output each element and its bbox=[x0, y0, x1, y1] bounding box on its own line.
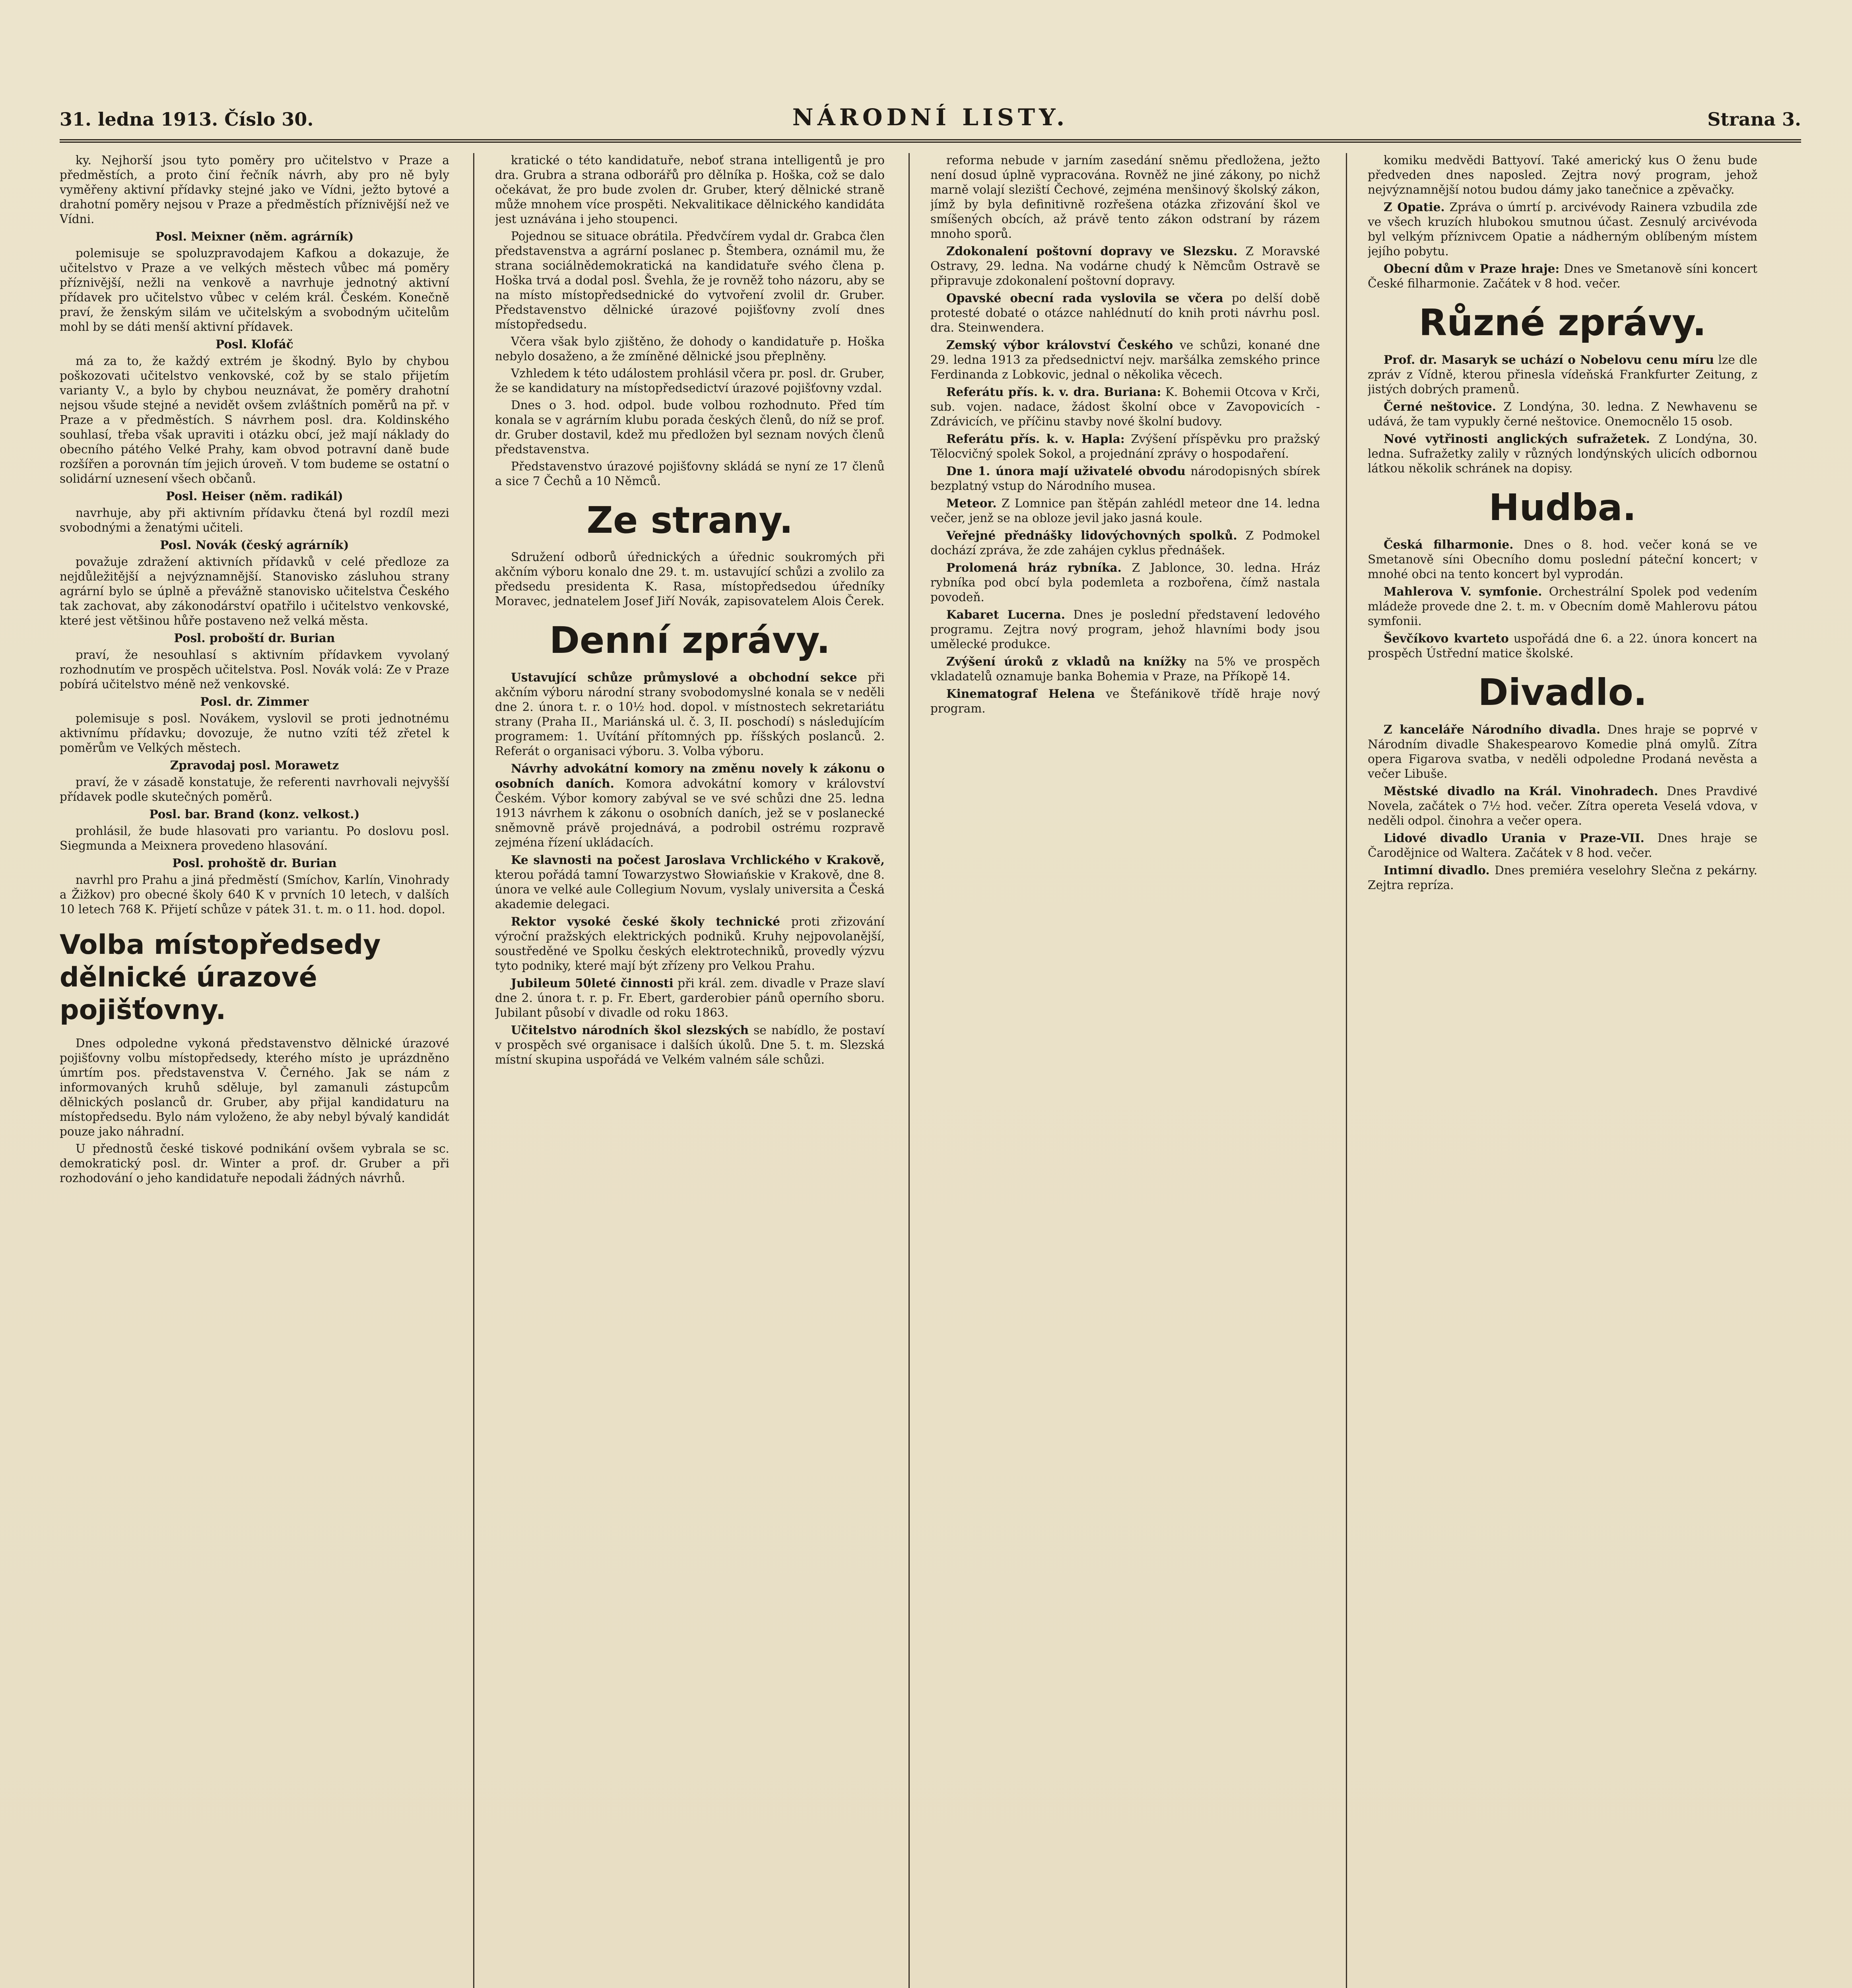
news-lead: Intimní divadlo. bbox=[1384, 863, 1490, 877]
paragraph: navrhl pro Prahu a jiná předměstí (Smíchov, Karlín, Vinohrady a Žižkov) pro obecné školy 640 K v prvních 10 letech, v dalších 10 letech 768 K. Přijetí schůze v pátek 31. t. m. o 11. hod. dopol. bbox=[60, 873, 449, 916]
speaker-heading: Posl. Heiser (něm. radikál) bbox=[166, 489, 343, 503]
speaker-heading: Posl. bar. Brand (konz. velkost.) bbox=[149, 807, 360, 821]
paragraph: Z Londýna, 30. ledna. Sufražetky zalily v různých londýnských ulicích odbornou látkou několik schránek na dopisy. bbox=[1368, 432, 1757, 475]
paragraph: Představenstvo úrazové pojišťovny skládá se nyní ze 17 členů a sice 7 Čechů a 10 Němců. bbox=[495, 460, 885, 488]
news-lead: Učitelstvo národních škol slezských bbox=[511, 1023, 749, 1037]
paragraph: polemisuje se spoluzpravodajem Kafkou a dokazuje, že učitelstvo v Praze a ve velkých městech vůbec má poměry příznivější, nežli na venkově a navrhuje jednotný aktivní přídavek pro učitelstvo vůbec v celém král. Českém. Konečně praví, že ženským silám ve učitelským a svobodným učitelům mohl by se dáti menší aktivní přídavek. bbox=[60, 247, 449, 334]
section-headline: Divadlo. bbox=[1478, 671, 1647, 714]
paragraph: Zvýšení příspěvku pro pražský Tělocvičný spolek Sokol, a projednání zprávy o hospodaření. bbox=[930, 432, 1320, 460]
news-lead: Veřejné přednášky lidovýchovných spolků. bbox=[946, 528, 1237, 542]
paragraph: Dnes Pravdivé Novela, začátek o 7½ hod. večer. Zítra opereta Veselá vdova, v neděli odpol. činohra a večer opera. bbox=[1368, 784, 1757, 827]
news-lead: Lidové divadlo Urania v Praze-VII. bbox=[1384, 831, 1644, 845]
news-lead: Prof. dr. Masaryk se uchází o Nobelovu cenu míru bbox=[1384, 353, 1714, 367]
speaker-heading: Posl. Novák (český agrárník) bbox=[160, 538, 349, 552]
speaker-heading: Posl. dr. Zimmer bbox=[200, 695, 309, 709]
column-4 bbox=[1368, 153, 1757, 1988]
news-lead: Referátu přís. k. v. dra. Buriana: bbox=[946, 385, 1161, 399]
speaker-heading: Posl. proboští dr. Burian bbox=[174, 631, 335, 645]
column-1 bbox=[60, 153, 449, 1988]
paragraph: na 5% ve prospěch vkladatelů oznamuje banka Bohemia v Praze, na Příkopě 14. bbox=[930, 655, 1320, 683]
paragraph: kratické o této kandidatuře, neboť strana intelligentů je pro dra. Grubra a strana odborářů pro dělníka p. Hoška, což se dalo očekávat, že pro bude zvolen dr. Gruber, který dělnické straně může mnohem více prospěti. Nekvalitikace dělnického kandidáta jest uznávána i jeho stoupenci. bbox=[495, 153, 885, 226]
paragraph: při král. zem. divadle v Praze slaví dne 2. února t. r. p. Fr. Ebert, garderobier pánů operního sboru. Jubilant působí v divadle od roku 1863. bbox=[495, 977, 885, 1019]
news-lead: Z Opatie. bbox=[1384, 200, 1445, 214]
paragraph: Sdružení odborů úřednických a úřednic soukromých při akčním výboru konalo dne 29. t. m. ustavující schůzi a zvolilo za předsedu presidenta K. Rasa, místopředsedou úředníky Moravec, jednatelem Josef Jiří Novák, zapisovatelem Alois Čerek. bbox=[495, 550, 885, 608]
news-lead: Prolomená hráz rybníka. bbox=[946, 561, 1122, 575]
news-lead: Mahlerova V. symfonie. bbox=[1384, 584, 1542, 598]
section-headline: Různé zprávy. bbox=[1419, 301, 1706, 344]
paragraph: praví, že v zásadě konstatuje, že referenti navrhovali nejvyšší přídavek podle skutečných poměrů. bbox=[60, 775, 449, 804]
paragraph: Dnes hraje se poprvé v Národním divadle Shakespearovo Komedie plná omylů. Zítra opera Figarova svatba, v neděli odpoledne Prodaná nevěsta a večer Libuše. bbox=[1368, 723, 1757, 780]
paragraph: při akčním výboru národní strany svobodomyslné konala se v neděli dne 2. února t. r. o 10½ hod. dopol. v místnostech sekretariátu strany (Praha II., Mariánská ul. č. 3, II. poschodí) s následujícím programem: 1. Uvítání přítomných pp. říšských poslanců. 2. Referát o organisaci výboru. 3. Volba výboru. bbox=[495, 671, 885, 758]
speaker-heading: Posl. Klofáč bbox=[215, 337, 293, 351]
column-2 bbox=[495, 153, 885, 1988]
paragraph: Z Moravské Ostravy, 29. ledna. Na vodárne chudý k Němcům Ostravě se připravuje zdokonalení poštovní dopravy. bbox=[930, 245, 1320, 287]
news-lead: Městské divadlo na Král. Vinohradech. bbox=[1384, 784, 1658, 798]
paragraph: Dnes odpoledne vykoná představenstvo dělnické úrazové pojišťovny volbu místopředsedy, kterého místo je uprázdněno úmrtím pos. představenstva V. Černého. Jak se nám z informovaných kruhů sděluje, byl zamanuli zástupcům dělnických poslanců dr. Gruber, aby přijal kandidaturu na místopředsedu. Bylo nám vyloženo, že aby nebyl bývalý kandidát pouze jako náhradní. bbox=[60, 1037, 449, 1138]
paragraph: národopisných sbírek bezplatný vstup do Národního musea. bbox=[930, 464, 1320, 493]
paragraph: Z Podmokel dochází zpráva, že zde zahájen cyklus přednášek. bbox=[930, 529, 1320, 557]
paragraph: Dnes o 8. hod. večer koná se ve Smetanově síni Obecního domu poslední páteční koncert; v mnohé obci na tento koncert byl vyprodán. bbox=[1368, 538, 1757, 581]
paragraph: Dnes hraje se Čarodějnice od Waltera. Začátek v 8 hod. večer. bbox=[1368, 831, 1757, 860]
news-lead: Zemský výbor království Českého bbox=[946, 338, 1173, 352]
paragraph: U přednostů české tiskové podnikání ovšem vybrala se sc. demokratický posl. dr. Winter a prof. dr. Gruber a při rozhodování o jeho kandidatuře nepodali žádných návrhů. bbox=[60, 1142, 449, 1185]
news-lead: Nové vytřinosti anglických sufražetek. bbox=[1384, 432, 1650, 446]
news-lead: Kinematograf Helena bbox=[946, 687, 1095, 701]
paragraph: prohlásil, že bude hlasovati pro variantu. Po doslovu posl. Siegmunda a Meixnera provedeno hlasování. bbox=[60, 824, 449, 852]
news-lead: Česká filharmonie. bbox=[1384, 538, 1514, 551]
news-lead: Jubileum 50leté činnosti bbox=[511, 976, 674, 990]
paragraph: K. Bohemii Otcova v Krči, sub. vojen. nadace, žádost školní obce v Zavopovicích - Zdrávicích, ve příčinu stavby nové školní budovy. bbox=[930, 385, 1320, 428]
news-lead: Ševčíkovo kvarteto bbox=[1384, 631, 1509, 645]
news-lead: Kabaret Lucerna. bbox=[946, 608, 1066, 621]
page-header bbox=[60, 101, 1801, 143]
paragraph: považuje zdražení aktivních přídavků v celé předloze za nejdůležitější a nejvýznamnější. Stanovisko zásluhou strany agrární bylo se úplně a převážně stanovisko učitelstva Českého tak zachovat, aby zákonodárství opatřilo i učitelstvo venkovské, které jest většinou hůře postaveno než velká města. bbox=[60, 555, 449, 627]
page-number: Strana 3. bbox=[1707, 109, 1801, 130]
news-lead: Dne 1. února mají uživatelé obvodu bbox=[946, 464, 1186, 478]
paragraph: Komora advokátní komory v království Českém. Výbor komory zabýval se ve své schůzi dne 25. ledna 1913 návrhem k zákonu o osobních daních, jež se v poslanecké sněmovně právě projednává, a podrobil ostrému rozpravě zejména řízení ukládacích. bbox=[495, 777, 885, 849]
paragraph: ky. Nejhorší jsou tyto poměry pro učitelstvo v Praze a předměstích, a proto činí řečník návrh, aby pro ně byly vyměřeny aktivní přídavky stejné jako ve Vídni, ježto bytové a drahotní poměry nejsou v Praze a předměstích příznivější než ve Vídni. bbox=[60, 153, 449, 226]
paragraph: se nabídlo, že postaví v prospěch své organisace i dalších úkolů. Dne 5. t. m. Slezská místní skupina uspořádá ve Velkém valném sále schůzi. bbox=[495, 1023, 885, 1066]
paragraph: kterou pořádá tamní Towarzystwo Słowiańskie v Krakově, dne 8. února ve velké aule Collegium Novum, vyslaly universita a Česká akademie delegaci. bbox=[495, 868, 885, 911]
paragraph: uspořádá dne 6. a 22. února koncert na prospěch Ústřední matice školské. bbox=[1368, 632, 1757, 660]
paragraph: Z Jablonce, 30. ledna. Hráz rybníka pod obcí byla podemleta a rozbořena, čímž nastala povodeň. bbox=[930, 561, 1320, 604]
section-headline: Denní zprávy. bbox=[549, 619, 831, 662]
column-rule bbox=[473, 153, 474, 1988]
paragraph: Dnes premiéra veselohry Slečna z pekárny. Zejtra repríza. bbox=[1368, 864, 1757, 892]
paragraph: Pojednou se situace obrátila. Předvčírem vydal dr. Grabca člen představenstva a agrární poslanec p. Štembera, oznámil mu, že strana sociálnědemokratická na kandidatuře svého člena p. Hoška trvá a dodal posl. Švehla, že je rovněž toho názoru, aby se na místo místopředsednické do vytvoření zvolil dr. Gruber. Představenstvo dělnické úrazové pojišťovny zvolí dnes místopředsedu. bbox=[495, 229, 885, 331]
paragraph: Vzhledem k této událostem prohlásil včera pr. posl. dr. Gruber, že se kandidatury na místopředsedictví úrazové pojišťovny vzdal. bbox=[495, 367, 885, 395]
section-headline: Hudba. bbox=[1489, 486, 1637, 529]
news-lead: Opavské obecní rada vyslovila se včera bbox=[946, 291, 1223, 305]
paragraph: Z Londýna, 30. ledna. Z Newhavenu se udává, že tam vypukly černé neštovice. Onemocnělo 15 osob. bbox=[1368, 400, 1757, 428]
speaker-heading: Zpravodaj posl. Morawetz bbox=[170, 758, 339, 772]
news-lead: Zvýšení úroků z vkladů na knížky bbox=[946, 654, 1186, 668]
column-rule bbox=[909, 153, 910, 1988]
paragraph: Zpráva o úmrtí p. arcivévody Rainera vzbudila zde ve všech kruzích hlubokou smutnou účast. Zesnulý arcivévoda byl velkým příznivcem Opatie a nádherným oblíbeným místem jejího pobytu. bbox=[1368, 200, 1757, 258]
speaker-heading: Posl. Meixner (něm. agrárník) bbox=[155, 229, 354, 243]
paragraph: praví, že nesouhlasí s aktivním přídavkem vyvolaný rozhodnutím ve prospěch učitelstva. Posl. Novák volá: Ze v Praze pobírá učitelstvo méně než venkovské. bbox=[60, 648, 449, 691]
column-rule bbox=[1346, 153, 1347, 1988]
paragraph: Z Lomnice pan štěpán zahlédl meteor dne 14. ledna večer, jenž se na obloze jevil jako jasná koule. bbox=[930, 497, 1320, 525]
column-3 bbox=[930, 153, 1320, 1988]
paragraph: navrhuje, aby při aktivním přídavku čtená byl rozdíl mezi svobodnými a ženatými učiteli. bbox=[60, 506, 449, 534]
paragraph: Dnes o 3. hod. odpol. bude volbou rozhodnuto. Před tím konala se v agrárním klubu porada českých členů, do níž se prof. dr. Gruber dostavil, kdež mu předložen byl seznam nových členů představenstva. bbox=[495, 398, 885, 456]
speaker-heading: Posl. prohoště dr. Burian bbox=[172, 856, 337, 870]
paragraph: po delší době protesté dobaté o otázce nahlédnutí do knih proti návrhu posl. dra. Steinwendera. bbox=[930, 291, 1320, 334]
paragraph: Orchestrální Spolek pod vedením mládeže provede dne 2. t. m. v Obecním domě Mahlerovu pátou symfonii. bbox=[1368, 585, 1757, 628]
paragraph: polemisuje s posl. Novákem, vyslovil se proti jednotnému aktivnímu přídavku; dovozuje, že nutno vzíti též zřetel k poměrům ve Velkých městech. bbox=[60, 712, 449, 755]
masthead-title: NÁRODNÍ LISTY. bbox=[792, 104, 1069, 131]
paragraph: má za to, že každý extrém je škodný. Bylo by chybou poškozovati učitelstvo venkovské, což by se stalo přijetím varianty V., a bylo by chybou neuznávat, že poměry drahotní nejsou všude stejné a nevidět ovšem zvláštních poměrů na př. v Praze a v předměstích. S návrhem posl. dra. Koldinského souhlasí, třeba však upraviti i otázku obcí, jež mají náklady do obecního pátého Velké Prahy, kam obvod potravní daně bude rozšířen a porovnán tím jejich úroveň. V tom budeme se ostatní o solidární uznesení všech občanů. bbox=[60, 354, 449, 485]
paragraph: ve Štefánikově třídě hraje nový program. bbox=[930, 687, 1320, 715]
article-headline: Volba místopředsedy dělnické úrazové pojišťovny. bbox=[60, 929, 381, 1026]
issue-date: 31. ledna 1913. Číslo 30. bbox=[60, 109, 314, 130]
paragraph: komiku medvědi Battyoví. Také americký kus O ženu bude předveden dnes naposled. Zejtra nový program, jehož nejvýznamnější notou budou dámy jako tanečnice a zpěvačky. bbox=[1368, 153, 1757, 196]
news-lead: Rektor vysoké české školy technické bbox=[511, 914, 780, 928]
news-lead: Meteor. bbox=[946, 496, 997, 510]
news-lead: Referátu přís. k. v. Hapla: bbox=[946, 432, 1125, 446]
paragraph: proti zřizování výroční pražských elektrických podniků. Kruhy nejpovolanější, soustředěné ve Spolku českých elektrotechniků, provedly výzvu tyto podniky, které mají být zřízeny pro Velkou Prahu. bbox=[495, 915, 885, 973]
paragraph: Dnes ve Smetanově síni koncert České filharmonie. Začátek v 8 hod. večer. bbox=[1368, 262, 1757, 290]
section-headline: Ze strany. bbox=[586, 499, 793, 542]
news-lead: Zdokonalení poštovní dopravy ve Slezsku. bbox=[946, 244, 1238, 258]
paragraph: Dnes je poslední představení ledového programu. Zejtra nový program, jehož hlavními body jsou umělecké produkce. bbox=[930, 608, 1320, 651]
paragraph: ve schůzi, konané dne 29. ledna 1913 za předsednictví nejv. maršálka zemského prince Ferdinanda z Lobkovic, jednal o několika věcech. bbox=[930, 338, 1320, 381]
paragraph: lze dle zpráv z Vídně, kterou přinesla vídeňská Frankfurter Zeitung, z jistých dobrých pramenů. bbox=[1368, 353, 1757, 396]
news-lead: Obecní dům v Praze hraje: bbox=[1384, 262, 1560, 276]
news-lead: Ke slavnosti na počest Jaroslava Vrchlického v Krakově, bbox=[511, 853, 885, 867]
news-lead: Návrhy advokátní komory na změnu novely k zákonu o osobních daních. bbox=[495, 761, 885, 790]
news-lead: Z kanceláře Národního divadla. bbox=[1384, 722, 1601, 736]
paragraph: Včera však bylo zjištěno, že dohody o kandidatuře p. Hoška nebylo dosaženo, a že zmíněné dělnické jsou přeplněny. bbox=[495, 335, 885, 363]
news-lead: Černé neštovice. bbox=[1384, 400, 1496, 414]
news-lead: Ustavující schůze průmyslové a obchodní sekce bbox=[511, 670, 857, 684]
paragraph: reforma nebude v jarním zasedání sněmu předložena, ježto není dosud úplně vypracována. Rovněž ne jiné zákony, po nichž marně volají sleziští Čechové, zejména menšinový školský zákon, jímž by byla definitivně rozřešena otázka zřizování škol ve smíšených obcích, až právě tento zákon odstraní by rázem mnoho sporů. bbox=[930, 153, 1320, 241]
